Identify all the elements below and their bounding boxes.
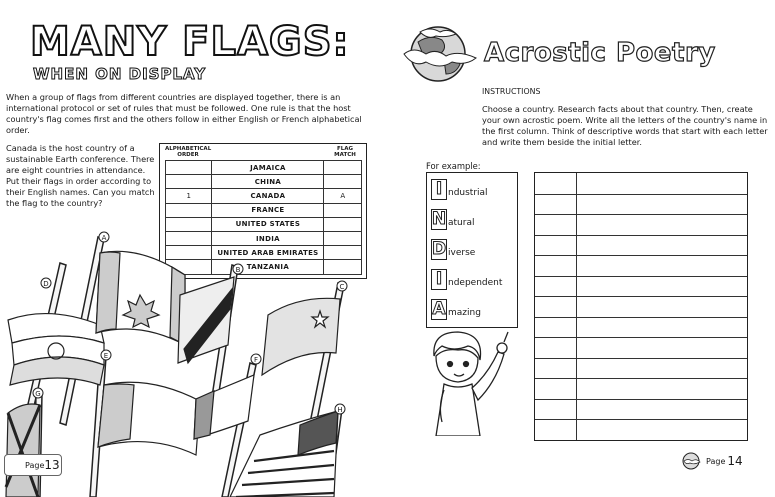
initial-letter-column <box>576 173 577 440</box>
flag-usa <box>230 411 338 497</box>
grid-row-line <box>535 235 747 236</box>
acrostic-word: atural <box>448 218 475 228</box>
flag-jamaica <box>6 404 40 497</box>
page-subtitle: WHEN ON DISPLAY <box>33 65 207 83</box>
svg-text:F: F <box>253 356 259 364</box>
acrostic-writing-grid[interactable] <box>534 172 748 441</box>
small-globe-icon <box>680 452 702 470</box>
acrostic-row <box>431 299 481 320</box>
grid-row-line <box>535 194 747 195</box>
country-cell[interactable]: CHINA <box>212 175 324 189</box>
match-cell[interactable] <box>324 175 362 189</box>
flag-table-row <box>166 203 362 217</box>
grid-row-line <box>535 358 747 359</box>
grid-row-line <box>535 214 747 215</box>
order-cell[interactable]: 1 <box>166 189 212 203</box>
page-number-right <box>680 452 743 470</box>
country-cell[interactable]: INDIA <box>212 231 324 245</box>
marker-a <box>99 232 109 242</box>
child-illustration <box>414 326 524 436</box>
grid-row-line <box>535 419 747 420</box>
flag-france <box>98 382 200 455</box>
order-cell[interactable] <box>166 203 212 217</box>
right-page <box>388 0 775 497</box>
page-title: MANY FLAGS: <box>30 19 350 65</box>
country-cell[interactable]: UNITED ARAB EMIRATES <box>212 246 324 260</box>
page-label: Page <box>25 460 45 470</box>
page-number: 14 <box>727 454 743 468</box>
activity-instructions: Canada is the host country of a sustainable Earth conference. There are eight countries in attendance. Put their flags in order according to their English names. Can you match the flag to the country? <box>6 143 155 208</box>
country-cell[interactable]: UNITED STATES <box>212 217 324 231</box>
acrostic-initial: A <box>432 299 446 319</box>
svg-text:A: A <box>101 234 107 242</box>
header-alphabetical-order: ALPHABETICAL ORDER <box>165 146 212 158</box>
flag-india <box>8 314 104 385</box>
acrostic-initial: D <box>431 239 447 259</box>
acrostic-initial: N <box>431 209 447 229</box>
acrostic-title: Acrostic Poetry <box>484 38 716 68</box>
page-number-left <box>4 454 62 476</box>
order-cell[interactable] <box>166 161 212 175</box>
marker-c <box>337 281 347 291</box>
instructions-heading: INSTRUCTIONS <box>482 87 541 96</box>
intro-paragraph: When a group of flags from different countries are displayed together, there is an international protocol or set of rules that must be followed. One rule is that the host country's flag comes first and the others follow in either English or French alphabetical order. <box>6 92 362 135</box>
page-label: Page <box>706 456 726 466</box>
grid-row-line <box>535 276 747 277</box>
country-cell[interactable]: JAMAICA <box>212 161 324 175</box>
grid-row-line <box>535 317 747 318</box>
svg-text:B: B <box>235 266 241 274</box>
svg-text:E: E <box>103 352 109 360</box>
country-cell[interactable]: TANZANIA <box>212 260 324 274</box>
svg-text:D: D <box>43 280 49 288</box>
grid-row-line <box>535 296 747 297</box>
grid-row-line <box>535 255 747 256</box>
example-label: For example: <box>426 161 481 171</box>
flag-table-row <box>166 161 362 175</box>
grid-row-line <box>535 378 747 379</box>
country-cell[interactable]: CANADA <box>212 189 324 203</box>
instructions-text: Choose a country. Research facts about that country. Then, create your own acrostic poem. Write all the letters of the country's name in the first column. Think of descriptive words that start with each letter and write them beside the initial letter. <box>482 104 768 147</box>
svg-text:H: H <box>337 406 343 414</box>
marker-f <box>251 354 261 364</box>
grid-row-line <box>535 337 747 338</box>
svg-text:G: G <box>35 390 41 398</box>
acrostic-initial: I <box>431 269 447 290</box>
flag-table-row <box>166 175 362 189</box>
marker-d <box>41 278 51 288</box>
grid-row-line <box>535 399 747 400</box>
svg-text:C: C <box>339 283 345 291</box>
page-number: 13 <box>44 458 60 472</box>
flag-uae <box>194 375 254 439</box>
match-cell[interactable] <box>324 161 362 175</box>
flag-table-row <box>166 189 362 203</box>
marker-b <box>233 264 243 274</box>
match-cell[interactable]: A <box>324 189 362 203</box>
header-flag-match: FLAG MATCH <box>334 146 356 158</box>
acrostic-example-box <box>426 172 518 328</box>
globe-icon <box>400 24 480 84</box>
marker-e <box>101 350 111 360</box>
acrostic-word: iverse <box>448 248 476 258</box>
acrostic-row <box>431 209 474 230</box>
match-cell[interactable] <box>324 203 362 217</box>
marker-g <box>33 388 43 398</box>
country-cell[interactable]: FRANCE <box>212 203 324 217</box>
acrostic-initial: I <box>431 179 447 200</box>
acrostic-row <box>431 269 502 290</box>
acrostic-word: ndependent <box>448 278 503 288</box>
acrostic-word: ndustrial <box>448 188 488 198</box>
flag-canada <box>96 251 185 345</box>
acrostic-row <box>431 239 475 260</box>
acrostic-row <box>431 179 488 200</box>
order-cell[interactable] <box>166 175 212 189</box>
acrostic-word: mazing <box>448 308 481 318</box>
marker-h <box>335 404 345 414</box>
